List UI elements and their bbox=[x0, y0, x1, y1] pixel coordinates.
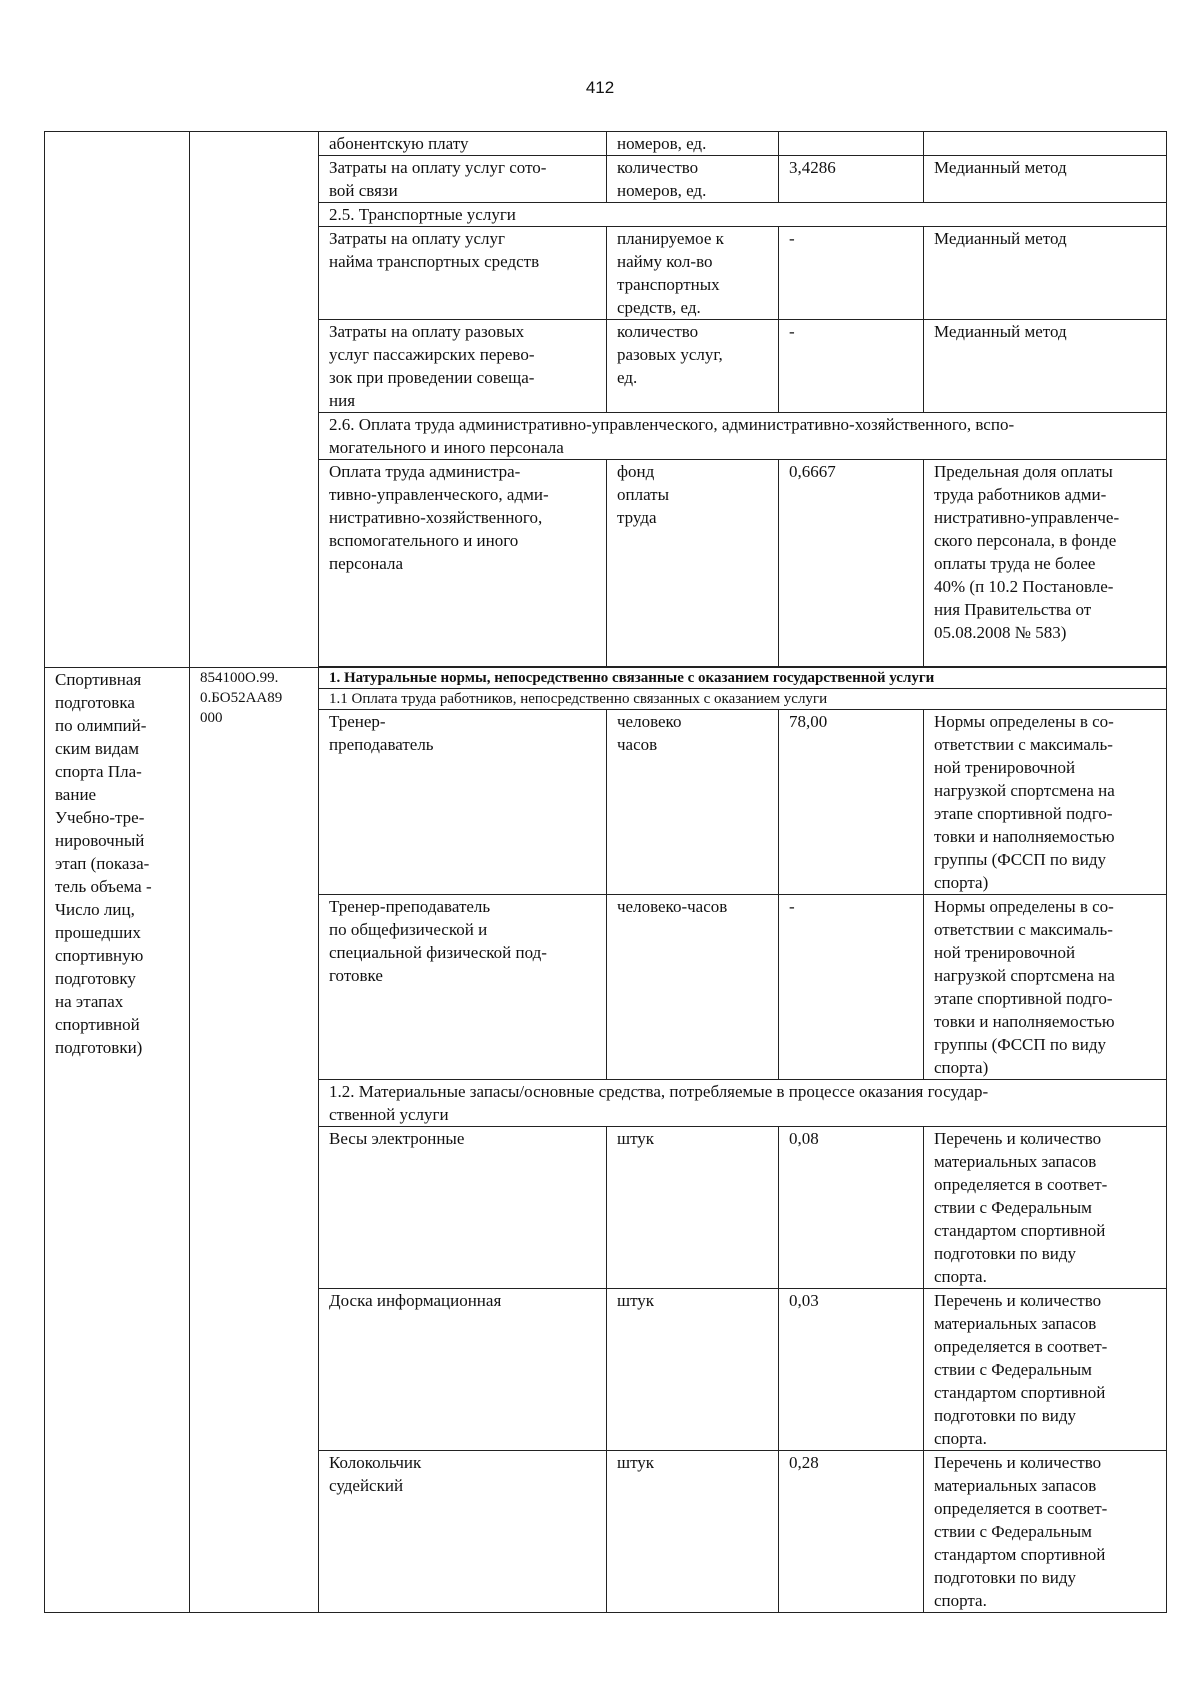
method bbox=[924, 132, 1167, 156]
service-name-cell-empty bbox=[45, 132, 190, 668]
cost-name: Затраты на оплату разовых услуг пассажирских перево- зок при проведении совеща- ния bbox=[319, 320, 607, 413]
unit: человеко часов bbox=[607, 710, 779, 895]
section-row bbox=[45, 668, 1167, 689]
section-heading: 1.2. Материальные запасы/основные средства, потребляемые в процессе оказания государ- ственной услуги bbox=[319, 1080, 1167, 1127]
unit: человеко-часов bbox=[607, 895, 779, 1080]
unit: фонд оплаты труда bbox=[607, 460, 779, 667]
cost-name: Весы электронные bbox=[319, 1127, 607, 1289]
unit: штук bbox=[607, 1451, 779, 1613]
cost-name: Тренер- преподаватель bbox=[319, 710, 607, 895]
method: Нормы определены в со- ответствии с максималь- ной тренировочной нагрузкой спортсмена на этапе спортивной подго- товки и наполняемостью группы (ФССП по виду спорта) bbox=[924, 895, 1167, 1080]
method: Перечень и количество материальных запасов определяется в соответ- ствии с Федеральным стандартом спортивной подготовки по виду спорта. bbox=[924, 1127, 1167, 1289]
method: Перечень и количество материальных запасов определяется в соответ- ствии с Федеральным стандартом спортивной подготовки по виду спорта. bbox=[924, 1289, 1167, 1451]
value: 3,4286 bbox=[779, 156, 924, 203]
value bbox=[779, 132, 924, 156]
cost-name: Доска информационная bbox=[319, 1289, 607, 1451]
section-heading: 2.6. Оплата труда административно-управленческого, административно-хозяйственного, вспо- могательного и иного персонала bbox=[319, 413, 1167, 460]
cost-name: Оплата труда администра- тивно-управленческого, адми- нистративно-хозяйственного, вспомогательного и иного персонала bbox=[319, 460, 607, 667]
method: Медианный метод bbox=[924, 156, 1167, 203]
method: Медианный метод bbox=[924, 320, 1167, 413]
unit: количество номеров, ед. bbox=[607, 156, 779, 203]
cost-name: Затраты на оплату услуг сото- вой связи bbox=[319, 156, 607, 203]
service-code-cell-empty bbox=[190, 132, 319, 668]
cost-name: Тренер-преподаватель по общефизической и специальной физической под- готовке bbox=[319, 895, 607, 1080]
method: Медианный метод bbox=[924, 227, 1167, 320]
method: Нормы определены в со- ответствии с максималь- ной тренировочной нагрузкой спортсмена на этапе спортивной подго- товки и наполняемостью группы (ФССП по виду спорта) bbox=[924, 710, 1167, 895]
value: - bbox=[779, 227, 924, 320]
table-row bbox=[45, 132, 1167, 156]
value: 78,00 bbox=[779, 710, 924, 895]
unit: штук bbox=[607, 1127, 779, 1289]
page-number: 412 bbox=[585, 78, 615, 97]
cost-name: Затраты на оплату услуг найма транспортных средств bbox=[319, 227, 607, 320]
unit: номеров, ед. bbox=[607, 132, 779, 156]
section-heading: 2.5. Транспортные услуги bbox=[319, 203, 1167, 227]
unit: количество разовых услуг, ед. bbox=[607, 320, 779, 413]
unit: планируемое к найму кол-во транспортных средств, ед. bbox=[607, 227, 779, 320]
value: 0,6667 bbox=[779, 460, 924, 667]
unit: штук bbox=[607, 1289, 779, 1451]
value: - bbox=[779, 895, 924, 1080]
section-heading: 1. Натуральные нормы, непосредственно связанные с оказанием государственной услуги bbox=[319, 668, 1167, 689]
cost-name: абонентскую плату bbox=[319, 132, 607, 156]
value: 0,28 bbox=[779, 1451, 924, 1613]
section-heading: 1.1 Оплата труда работников, непосредственно связанных с оказанием услуги bbox=[319, 689, 1167, 710]
method: Перечень и количество материальных запасов определяется в соответ- ствии с Федеральным стандартом спортивной подготовки по виду спорта. bbox=[924, 1451, 1167, 1613]
service-name: Спортивная подготовка по олимпий- ским видам спорта Пла- вание Учебно-тре- нировочный этап (показа- тель объема - Число лиц, прошедших спортивную подготовку на этапах спортивной подготовки) bbox=[45, 668, 190, 1613]
value: - bbox=[779, 320, 924, 413]
cost-name: Колокольчик судейский bbox=[319, 1451, 607, 1613]
value: 0,08 bbox=[779, 1127, 924, 1289]
service-code: 854100О.99. 0.БО52АА89 000 bbox=[190, 668, 319, 1613]
method: Предельная доля оплаты труда работников адми- нистративно-управленче- ского персонала, в фонде оплаты труда не более 40% (п 10.2 Постановле- ния Правительства от 05.08.2008 № 583) bbox=[924, 460, 1167, 667]
value: 0,03 bbox=[779, 1289, 924, 1451]
norms-table bbox=[44, 131, 1167, 1613]
